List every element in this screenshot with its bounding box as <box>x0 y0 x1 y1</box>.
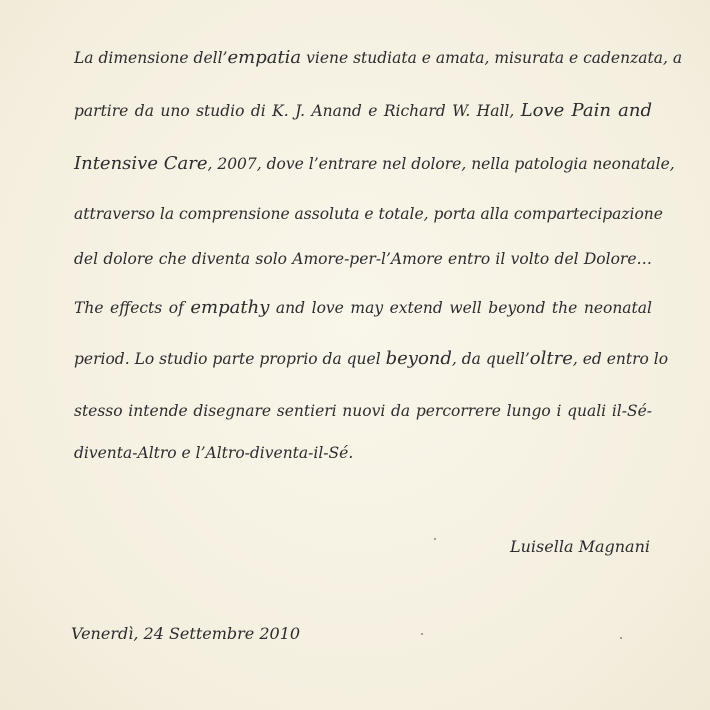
book-title-part-1: Love Pain and <box>520 100 652 121</box>
text-run: and love may extend well beyond the neonatal <box>269 299 652 317</box>
author-signature: Luisella Magnani <box>509 537 650 556</box>
text-run: , 2007, dove l’entrare nel dolore, nella patologia neonatale, <box>207 155 675 173</box>
text-run: The effects of <box>74 299 191 317</box>
text-run: partire da uno studio di K. J. Anand e Richard W. Hall, <box>74 102 521 120</box>
paragraph-line-3 <box>74 153 675 174</box>
emphasis-beyond: beyond <box>385 348 452 369</box>
text-run: , da quell’ <box>451 350 530 368</box>
book-title-part-2: Intensive Care <box>74 153 208 174</box>
emphasis-empathy: empathy <box>190 297 270 318</box>
text-run: La dimensione dell’ <box>74 49 228 67</box>
paragraph-line-1 <box>74 47 683 68</box>
paragraph-line-5: del dolore che diventa solo Amore-per-l’Amore entro il volto del Dolore… <box>74 250 652 268</box>
paragraph-line-8: stesso intende disegnare sentieri nuovi da percorrere lungo i quali il-Sé- <box>74 402 652 420</box>
paper-speck <box>421 633 423 635</box>
text-run: period. Lo studio parte proprio da quel <box>74 350 386 368</box>
paragraph-line-4: attraverso la comprensione assoluta e totale, porta alla compartecipazione <box>74 205 663 223</box>
document-date: Venerdì, 24 Settembre 2010 <box>71 624 301 643</box>
paper-speck <box>434 538 436 540</box>
paragraph-line-6 <box>74 298 652 318</box>
emphasis-empatia: empatia <box>227 47 302 68</box>
paper-speck <box>620 637 622 639</box>
paragraph-line-9: diventa-Altro e l’Altro-diventa-il-Sé. <box>74 444 354 462</box>
text-run: viene studiata e amata, misurata e cadenzata, a <box>301 49 683 67</box>
paragraph-line-7 <box>74 348 669 369</box>
text-run: , ed entro lo <box>572 350 669 368</box>
paragraph-line-2 <box>74 101 652 121</box>
emphasis-oltre: oltre <box>529 348 573 369</box>
